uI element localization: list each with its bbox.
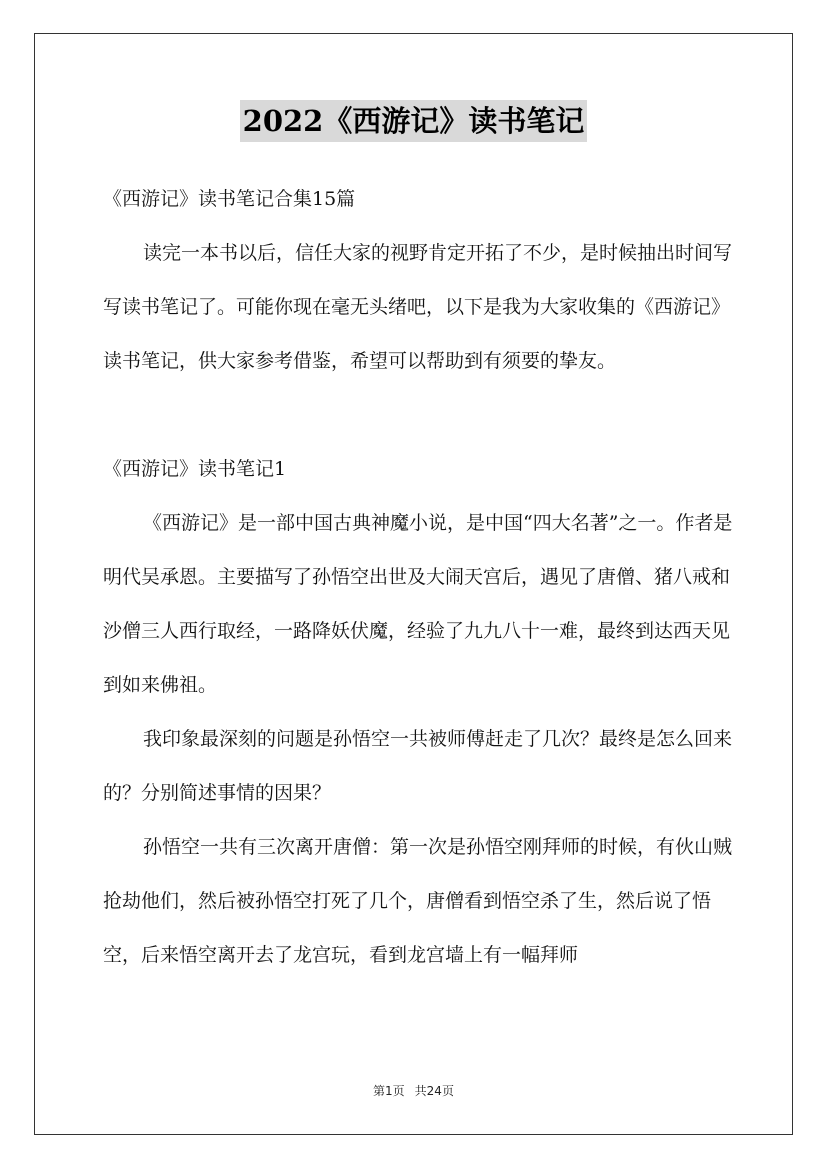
body-paragraph: 《西游记》是一部中国古典神魔小说，是中国“四大名著”之一。作者是明代吴承恩。主要描写了孙悟空出世及大闹天宫后，遇见了唐僧、猪八戒和沙僧三人西行取经，一路降妖伏魔，经验了九九八十一难，最终到达西天见到如来佛祖。 [103,512,733,696]
page-footer [0,1082,827,1100]
page-number: 第1页 [373,1084,405,1098]
document-body [103,172,733,982]
section-gap [103,388,733,442]
collection-subtitle: 《西游记》读书笔记合集15篇 [103,188,356,210]
body-paragraph: 孙悟空一共有三次离开唐僧：第一次是孙悟空刚拜师的时候，有伙山贼抢劫他们，然后被孙悟空打死了几个，唐僧看到悟空杀了生，然后说了悟空，后来悟空离开去了龙宫玩，看到龙宫墙上有一幅拜师 [103,836,733,966]
document-title: 2022《西游记》读书笔记 [240,100,588,142]
total-pages: 共24页 [414,1084,454,1098]
section-heading: 《西游记》读书笔记1 [103,458,287,480]
intro-paragraph: 读完一本书以后，信任大家的视野肯定开拓了不少，是时候抽出时间写写读书笔记了。可能你现在毫无头绪吧，以下是我为大家收集的《西游记》读书笔记，供大家参考借鉴，希望可以帮助到有须要的挚友。 [103,242,733,372]
title-container [0,100,827,142]
body-paragraph: 我印象最深刻的问题是孙悟空一共被师傅赶走了几次？最终是怎么回来的？分别简述事情的因果？ [103,728,733,804]
